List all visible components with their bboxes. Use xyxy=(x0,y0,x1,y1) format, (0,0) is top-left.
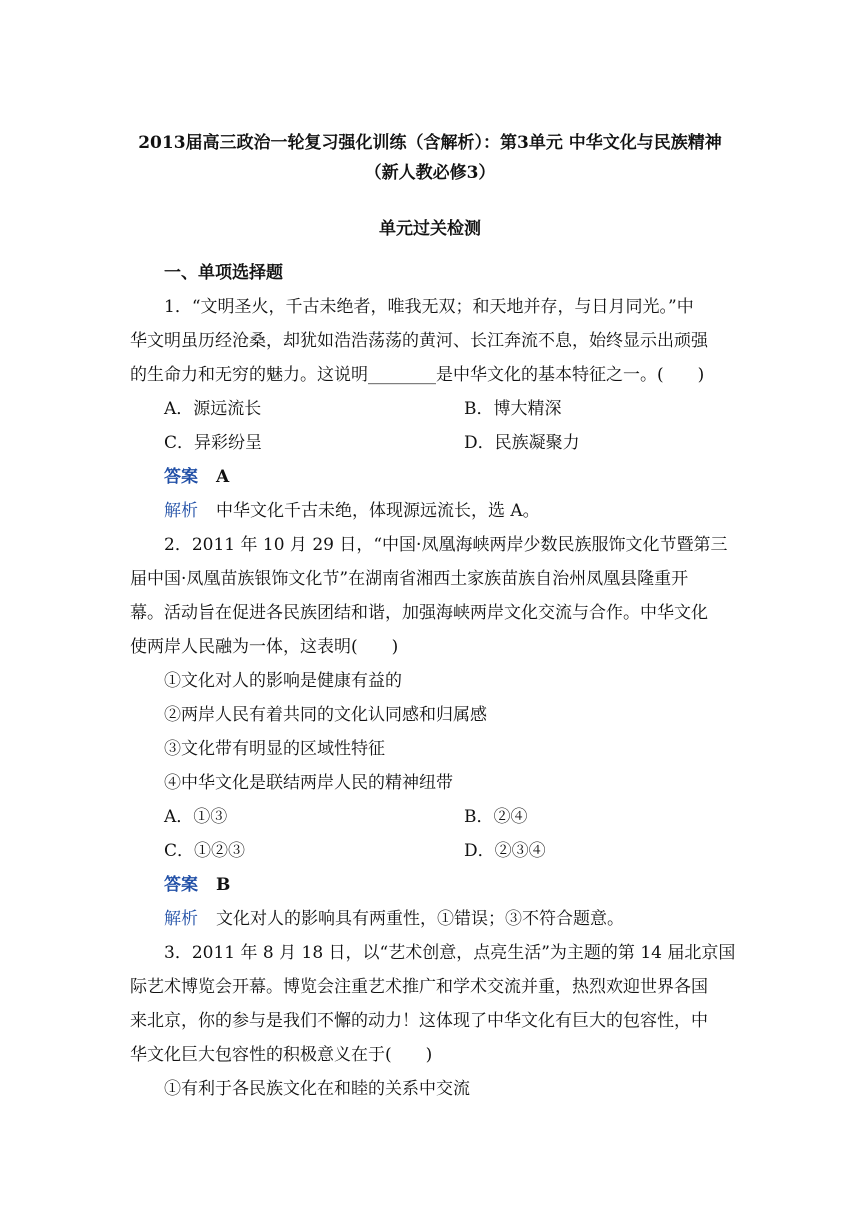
doc-title-line2: （新人教必修3） xyxy=(364,163,496,183)
q1-text-line3: 的生命力和无穷的魅力。这说明________是中华文化的基本特征之一。( ) xyxy=(130,365,705,385)
q2-text-line1: 2．2011 年 10 月 29 日，“中国·凤凰海峡两岸少数民族服饰文化节暨第三 xyxy=(164,535,728,555)
q3-statement-1: ①有利于各民族文化在和睦的关系中交流 xyxy=(164,1079,470,1099)
q2-option-b: B．②④ xyxy=(464,807,528,827)
q3-text-line4: 华文化巨大包容性的积极意义在于( ) xyxy=(130,1045,433,1065)
q1-option-c: C．异彩纷呈 xyxy=(164,433,263,453)
q1-text-line1: 1．“文明圣火，千古未绝者，唯我无双；和天地并存，与日月同光。”中 xyxy=(164,297,694,317)
q2-option-d: D．②③④ xyxy=(464,841,546,861)
q2-option-a: A．①③ xyxy=(164,807,228,827)
answer-value: B xyxy=(216,875,231,895)
q1-explanation xyxy=(164,496,774,526)
explanation-label: 解析 xyxy=(164,909,198,929)
q2-answer xyxy=(164,870,774,900)
q2-statement-4: ④中华文化是联结两岸人民的精神纽带 xyxy=(164,773,453,793)
doc-subtitle: 单元过关检测 xyxy=(379,219,481,239)
q2-text-line2: 届中国·凤凰苗族银饰文化节”在湖南省湘西土家族苗族自治州凤凰县隆重开 xyxy=(130,569,689,589)
q2-statement-1: ①文化对人的影响是健康有益的 xyxy=(164,671,402,691)
q3-text-line1: 3．2011 年 8 月 18 日，以“艺术创意，点亮生活”为主题的第 14 届北京国 xyxy=(164,943,736,963)
q1-option-d: D．民族凝聚力 xyxy=(464,433,580,453)
q2-option-c: C．①②③ xyxy=(164,841,246,861)
explanation-text: 文化对人的影响具有两重性，①错误；③不符合题意。 xyxy=(216,909,624,929)
q3-text-line2: 际艺术博览会开幕。博览会注重艺术推广和学术交流并重，热烈欢迎世界各国 xyxy=(130,977,708,997)
explanation-label: 解析 xyxy=(164,501,198,521)
q3-text-line3: 来北京，你的参与是我们不懈的动力！这体现了中华文化有巨大的包容性，中 xyxy=(130,1011,708,1031)
q1-text-line2: 华文明虽历经沧桑，却犹如浩浩荡荡的黄河、长江奔流不息，始终显示出顽强 xyxy=(130,331,708,351)
q2-statement-3: ③文化带有明显的区域性特征 xyxy=(164,739,385,759)
section-heading: 一、单项选择题 xyxy=(164,263,283,283)
q1-option-a: A．源远流长 xyxy=(164,399,262,419)
q2-text-line4: 使两岸人民融为一体，这表明( ) xyxy=(130,637,399,657)
doc-title-line1: 2013届高三政治一轮复习强化训练（含解析）：第3单元 中华文化与民族精神 xyxy=(138,133,722,153)
q2-text-line3: 幕。活动旨在促进各民族团结和谐，加强海峡两岸文化交流与合作。中华文化 xyxy=(130,603,708,623)
answer-value: A xyxy=(216,467,230,487)
answer-label: 答案 xyxy=(164,467,198,487)
q1-option-b: B．博大精深 xyxy=(464,399,562,419)
q2-statement-2: ②两岸人民有着共同的文化认同感和归属感 xyxy=(164,705,487,725)
q1-answer xyxy=(164,462,774,492)
q2-explanation xyxy=(164,904,774,934)
answer-label: 答案 xyxy=(164,875,198,895)
explanation-text: 中华文化千古未绝，体现源远流长，选 A。 xyxy=(216,501,540,521)
